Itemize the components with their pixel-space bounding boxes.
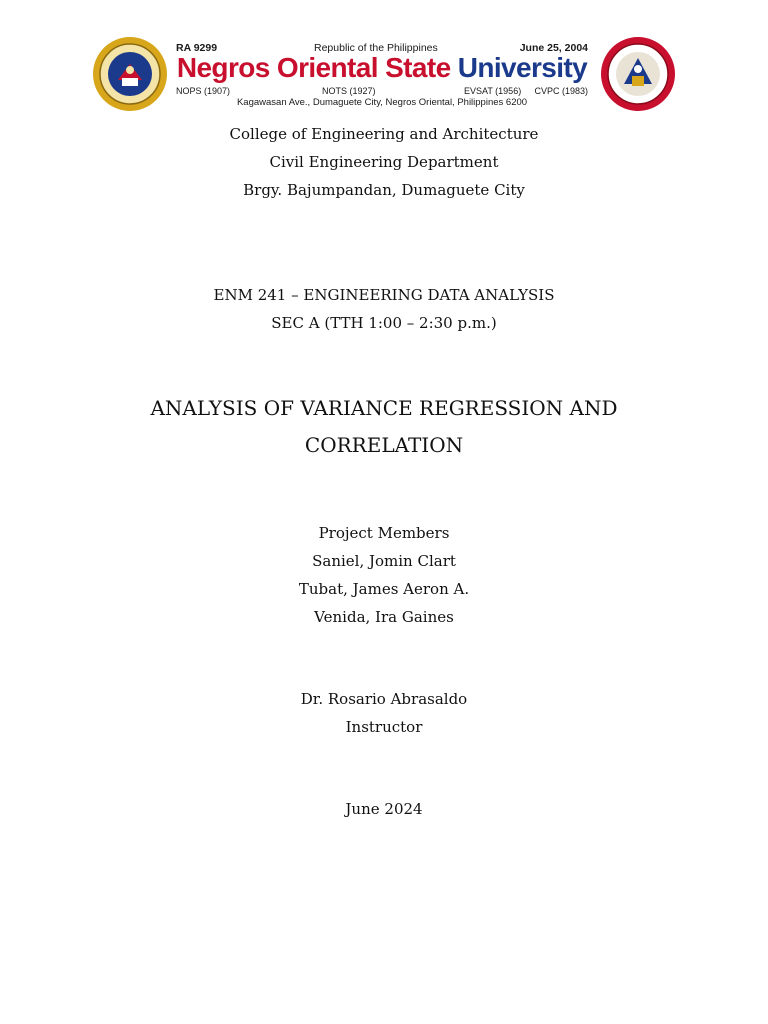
member-name: Tubat, James Aeron A. xyxy=(298,580,470,598)
founding-date: June 25, 2004 xyxy=(519,42,588,54)
letterhead xyxy=(92,36,676,116)
republic-label: Republic of the Philippines xyxy=(314,42,438,54)
university-name-main: Negros Oriental State xyxy=(176,52,458,83)
instructor-block xyxy=(0,685,768,741)
university-seal-logo xyxy=(92,36,168,112)
course-code: ENM 241 – ENGINEERING DATA ANALYSIS xyxy=(213,286,555,304)
history-cvpc: CVPC (1983) xyxy=(534,86,588,96)
history-nops: NOPS (1907) xyxy=(176,86,231,96)
project-members xyxy=(0,519,768,631)
members-heading: Project Members xyxy=(318,524,450,542)
letterhead-text xyxy=(174,36,590,116)
university-name xyxy=(174,52,590,84)
document-date-block xyxy=(0,795,768,823)
member-name: Venida, Ira Gaines xyxy=(314,608,454,626)
document-date: June 2024 xyxy=(345,800,423,818)
history-nots: NOTS (1927) xyxy=(322,86,376,96)
university-name-suffix: University xyxy=(457,52,588,83)
college-header xyxy=(0,120,768,204)
member-name: Saniel, Jomin Clart xyxy=(312,552,456,570)
college-location: Brgy. Bajumpandan, Dumaguete City xyxy=(243,181,525,199)
department-name: Civil Engineering Department xyxy=(269,153,499,171)
college-seal-logo xyxy=(600,36,676,112)
document-title xyxy=(0,390,768,464)
course-info xyxy=(0,281,768,337)
title-line-1: ANALYSIS OF VARIANCE REGRESSION AND xyxy=(150,396,618,420)
history-evsat: EVSAT (1956) xyxy=(464,86,522,96)
university-address: Kagawasan Ave., Dumaguete City, Negros Oriental, Philippines 6200 xyxy=(236,97,528,108)
title-line-2: CORRELATION xyxy=(304,433,464,457)
course-section: SEC A (TTH 1:00 – 2:30 p.m.) xyxy=(271,314,497,332)
instructor-role: Instructor xyxy=(345,718,423,736)
ra-number: RA 9299 xyxy=(176,42,218,54)
college-name: College of Engineering and Architecture xyxy=(229,125,539,143)
instructor-name: Dr. Rosario Abrasaldo xyxy=(300,690,468,708)
